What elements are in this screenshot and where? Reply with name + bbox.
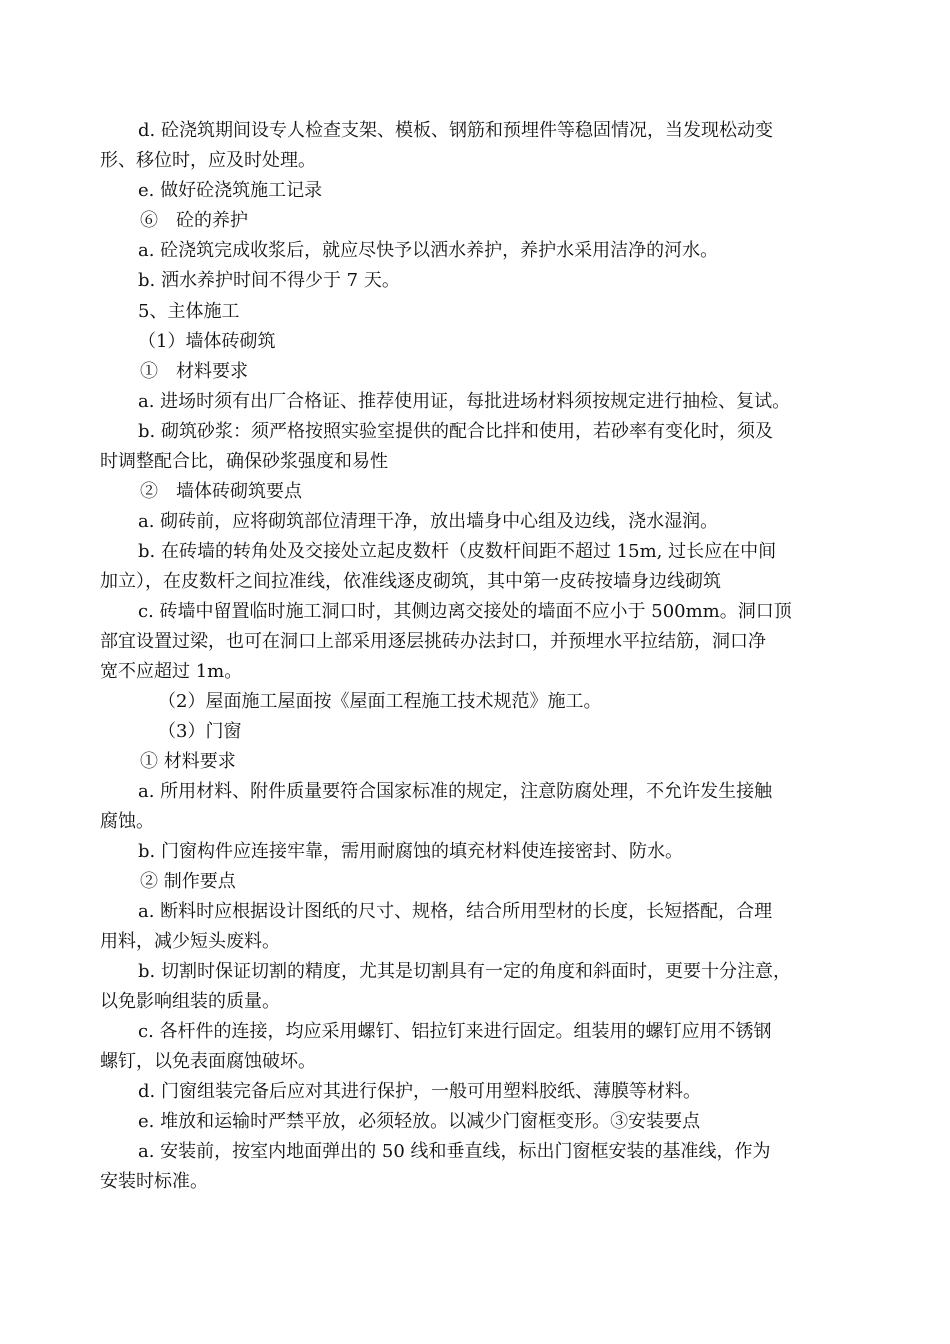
section-heading: ② 墙体砖砌筑要点 xyxy=(140,481,302,502)
section-heading: ① 材料要求 xyxy=(140,751,236,772)
text-line: 以免影响组装的质量。 xyxy=(100,991,280,1012)
text-line: c. 各杆件的连接，均应采用螺钉、铝拉钉来进行固定。组装用的螺钉应用不锈钢 xyxy=(138,1021,772,1042)
text-line: 加立），在皮数杆之间拉准线，依准线逐皮砌筑，其中第一皮砖按墙身边线砌筑 xyxy=(100,571,721,592)
text-line: 腐蚀。 xyxy=(100,811,154,832)
text-line: 螺钉，以免表面腐蚀破坏。 xyxy=(100,1051,316,1072)
text-line: b. 切割时保证切割的精度，尤其是切割具有一定的角度和斜面时，更要十分注意， xyxy=(138,961,791,982)
text-line: a. 断料时应根据设计图纸的尺寸、规格，结合所用型材的长度，长短搭配，合理 xyxy=(138,901,773,922)
text-line: e. 堆放和运输时严禁平放，必须轻放。以减少门窗框变形。③安装要点 xyxy=(138,1111,701,1132)
text-line: d. 门窗组装完备后应对其进行保护，一般可用塑料胶纸、薄膜等材料。 xyxy=(138,1081,701,1102)
text-line: b. 在砖墙的转角处及交接处立起皮数杆（皮数杆间距不超过 15m, 过长应在中间 xyxy=(138,541,777,562)
text-line: 用料，减少短头废料。 xyxy=(100,931,280,952)
text-line: 安装时标准。 xyxy=(100,1171,208,1192)
text-line: 部宜设置过梁，也可在洞口上部采用逐层挑砖办法封口，并预埋水平拉结筋，洞口净 xyxy=(100,631,766,652)
section-heading: （3）门窗 xyxy=(158,721,242,742)
text-line: a. 所用材料、附件质量要符合国家标准的规定，注意防腐处理，不允许发生接触 xyxy=(138,781,773,802)
text-line: 形、移位时，应及时处理。 xyxy=(100,150,316,171)
section-heading: ② 制作要点 xyxy=(140,871,236,892)
section-heading: ⑥ 砼的养护 xyxy=(140,210,248,231)
section-heading: （1）墙体砖砌筑 xyxy=(138,331,276,352)
section-heading: （2）屋面施工屋面按《屋面工程施工技术规范》施工。 xyxy=(158,691,602,712)
text-line: a. 砼浇筑完成收浆后，就应尽快予以洒水养护，养护水采用洁净的河水。 xyxy=(138,240,719,261)
text-line: a. 砌砖前，应将砌筑部位清理干净，放出墙身中心组及边线，浇水湿润。 xyxy=(138,511,719,532)
section-heading: ① 材料要求 xyxy=(140,361,248,382)
section-heading: 5、主体施工 xyxy=(138,301,240,322)
text-line: e. 做好砼浇筑施工记录 xyxy=(138,180,323,201)
text-line: b. 洒水养护时间不得少于 7 天。 xyxy=(138,270,400,291)
text-line: a. 安装前，按室内地面弹出的 50 线和垂直线，标出门窗框安装的基准线，作为 xyxy=(138,1141,771,1162)
text-line: a. 进场时须有出厂合格证、推荐使用证，每批进场材料须按规定进行抽检、复试。 xyxy=(138,391,791,412)
text-line: 时调整配合比，确保砂浆强度和易性 xyxy=(100,451,388,472)
text-line: c. 砖墙中留置临时施工洞口时，其侧边离交接处的墙面不应小于 500mm。洞口顶 xyxy=(138,601,792,622)
text-line: b. 砌筑砂浆：须严格按照实验室提供的配合比拌和使用，若砂率有变化时，须及 xyxy=(138,421,773,442)
text-line: b. 门窗构件应连接牢靠，需用耐腐蚀的填充材料使连接密封、防水。 xyxy=(138,841,683,862)
text-line: 宽不应超过 1m。 xyxy=(100,661,243,682)
text-line: d. 砼浇筑期间设专人检查支架、模板、钢筋和预埋件等稳固情况，当发现松动变 xyxy=(138,120,773,141)
